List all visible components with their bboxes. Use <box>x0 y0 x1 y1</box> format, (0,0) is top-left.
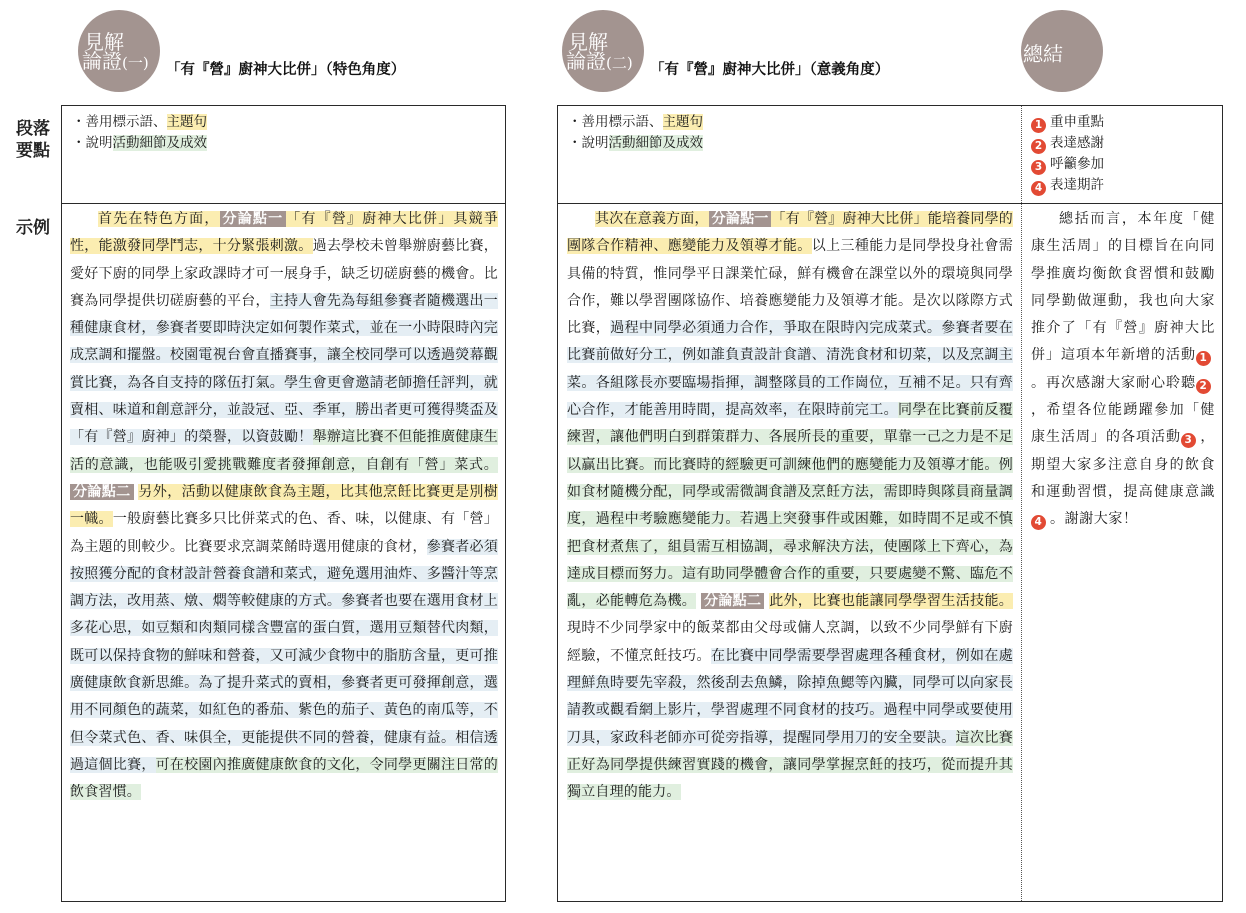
number-4-icon: 4 <box>1031 515 1046 530</box>
left-point-1: ・善用標示語、主題句 <box>72 114 207 130</box>
segment: 。再次感謝大家耐心聆聽 <box>1031 374 1196 391</box>
segment: 舉辦這比賽不但能推廣健康生活的意識，也能吸引愛挑戰難度者發揮創意，自創有「營」菜式。 <box>70 429 498 473</box>
segment: 「有『營』廚神大比併」具競爭性，能激發同學鬥志，十分緊張刺激。 <box>70 211 498 255</box>
conclusion-point-3: 3 呼籲參加 <box>1031 154 1104 175</box>
segment: 主持人會先為每組參賽者隨機選出一種健康食材，參賽者要即時決定如何製作菜式，並在一小時限時內完成烹調和擺盤。校園電視台會直播賽事，讓全校同學可以透過熒幕觀賞比賽，為各自支持的隊伍打氣。學生會更會邀請老師擔任評判，就賣相、味道和創意評分，並設冠、亞、季軍，勝出者更可獲得獎盃及「有『營』廚神」的榮譽，以資鼓勵！ <box>70 292 498 446</box>
subpoint-tag: 分論點二 <box>70 484 134 500</box>
subpoint-tag: 分論點一 <box>709 211 772 227</box>
right-badge-text: 總結 <box>1023 42 1063 66</box>
mid-point-2: ・說明活動細節及成效 <box>568 135 703 151</box>
left-heading: 「有『營』廚神大比併」（特色角度） <box>166 62 406 78</box>
left-divider <box>61 203 506 204</box>
mid-points <box>568 112 703 154</box>
segment: 其次在意義方面， <box>595 211 709 227</box>
subpoint-tag: 分論點二 <box>701 593 764 609</box>
segment: ，期望大家多注意自身的飲食和運動習慣，提高健康意識 <box>1031 429 1215 500</box>
mid-badge-line1: 見解 <box>568 30 608 54</box>
conclusion-point-1: 1 重申重點 <box>1031 112 1104 133</box>
number-3-icon: 3 <box>1181 433 1196 448</box>
left-example-paragraph <box>70 206 498 807</box>
segment: 可在校園內推廣健康飲食的文化，令同學更關注日常的飲食習慣。 <box>70 756 498 801</box>
conclusion-point-2: 2 表達感謝 <box>1031 133 1104 154</box>
column-separator <box>1021 106 1022 901</box>
segment: 這次比賽正好為同學提供練習實踐的機會，讓同學掌握烹飪的技巧，從而提升其獨立自理的能力。 <box>567 729 1013 801</box>
conclusion-point-4: 4 表達期許 <box>1031 175 1104 196</box>
right-badge <box>1021 10 1103 92</box>
mid-badge <box>562 10 644 92</box>
left-badge-line1: 見解 <box>84 30 124 54</box>
left-badge-line2: 論證(一) <box>82 49 149 73</box>
segment: 首先在特色方面， <box>98 211 220 227</box>
segment: 參賽者必須按照獲分配的食材設計營養食譜和菜式，避免選用油炸、多醬汁等烹調方法，改用蒸、燉、燜等較健康的方式。參賽者也要在選用食材上多花心思，如豆類和肉類同樣含豐富的蛋白質，選用豆類替代肉類，既可以保持食物的鮮味和營養，又可減少食物中的脂肪含量，更可推廣健康飲食新思維。為了提升菜式的賣相，參賽者更可發揮創意，選用不同顏色的蔬菜，如紅色的番茄、紫色的茄子、黃色的南瓜等，不但令菜式色、香、味俱全，更能提供不同的營養，健康有益。相信透過這個比賽， <box>70 538 499 773</box>
mid-example-paragraph <box>567 206 1013 807</box>
segment: 在比賽中同學需要學習處理各種食材，例如在處理鮮魚時要先宰殺，然後刮去魚鱗，除掉魚鰓等內臟，同學可以向家長請教或觀看網上影片，學習處理不同食材的技巧。過程中同學或要使用刀具，家政科老師亦可從旁指導，提醒同學用刀的安全要訣。 <box>567 647 1014 746</box>
segment: 過程中同學必須通力合作，爭取在限時內完成菜式。參賽者要在比賽前做好分工，例如誰負責設計食譜、清洗食材和切菜，以及烹調主菜。各組隊長亦要臨場指揮，調整隊員的工作崗位，互補不足。只有齊心合作，才能善用時間，提高效率，在限時前完工。 <box>567 320 1013 419</box>
points-label: 段落 要點 <box>16 119 50 161</box>
segment: 總括而言，本年度「健康生活周」的目標旨在向同學推廣均衡飲食習慣和鼓勵同學勤做運動，我也向大家推介了「有『營』廚神大比併」這項本年新增的活動 <box>1031 211 1215 364</box>
segment: 一般廚藝比賽多只比併菜式的色、香、味，以健康、有「營」為主題的則較少。比賽要求烹調菜餚時選用健康的食材， <box>70 511 498 555</box>
number-1-icon: 1 <box>1196 351 1211 366</box>
segment: 「有『營』廚神大比併」能培養同學的團隊合作精神、應變能力及領導才能。 <box>567 211 1013 255</box>
left-point-2: ・說明活動細節及成效 <box>72 135 207 151</box>
segment: 過去學校未曾舉辦廚藝比賽，愛好下廚的同學上家政課時才可一展身手，缺乏切磋廚藝的機會。比賽為同學提供切磋廚藝的平台， <box>70 238 498 309</box>
segment: 以上三種能力是同學投身社會需具備的特質，惟同學平日課業忙碌，鮮有機會在課堂以外的環境與同學合作，難以學習團隊協作、培養應變能力及領導才能。是次以隊際方式比賽， <box>567 238 1013 337</box>
segment: ，希望各位能踴躍參加「健康生活周」的各項活動 <box>1031 402 1215 446</box>
segment: 同學在比賽前反覆練習，讓他們明白到群策群力、各展所長的重要，單靠一己之力是不足以贏出比賽。而比賽時的經驗更可訓練他們的應變能力及領導才能。例如食材隨機分配，同學或需微調食譜及烹飪方法，需即時與隊員商量調度，過程中考驗應變能力。若遇上突發事件或困難，如時間不足或不慎把食材煮焦了，組員需互相協調，尋求解決方法，使團隊上下齊心，為達成目標而努力。這有助同學體會合作的重要，只要處變不驚、臨危不亂，必能轉危為機。 <box>567 402 1013 610</box>
example-label: 示例 <box>16 218 50 238</box>
mid-point-1: ・善用標示語、主題句 <box>568 114 703 130</box>
left-badge <box>78 10 160 92</box>
mid-badge-line2: 論證(二) <box>566 49 633 73</box>
segment: 此外，比賽也能讓同學學習生活技能。 <box>769 593 1013 610</box>
subpoint-tag: 分論點一 <box>220 211 287 227</box>
mid-heading: 「有『營』廚神大比併」（意義角度） <box>650 62 890 78</box>
segment: 另外，活動以健康飲食為主題，比其他烹飪比賽更是別樹一幟。 <box>70 483 498 528</box>
conclusion-paragraph <box>1031 206 1215 534</box>
number-2-icon: 2 <box>1196 379 1211 394</box>
conclusion-points <box>1031 112 1104 196</box>
right-divider <box>557 203 1223 204</box>
segment: 。謝謝大家！ <box>1050 511 1138 528</box>
segment: 現時不少同學家中的飯菜都由父母或傭人烹調，以致不少同學鮮有下廚經驗，不懂烹飪技巧。 <box>567 620 1013 664</box>
left-points <box>72 112 207 154</box>
